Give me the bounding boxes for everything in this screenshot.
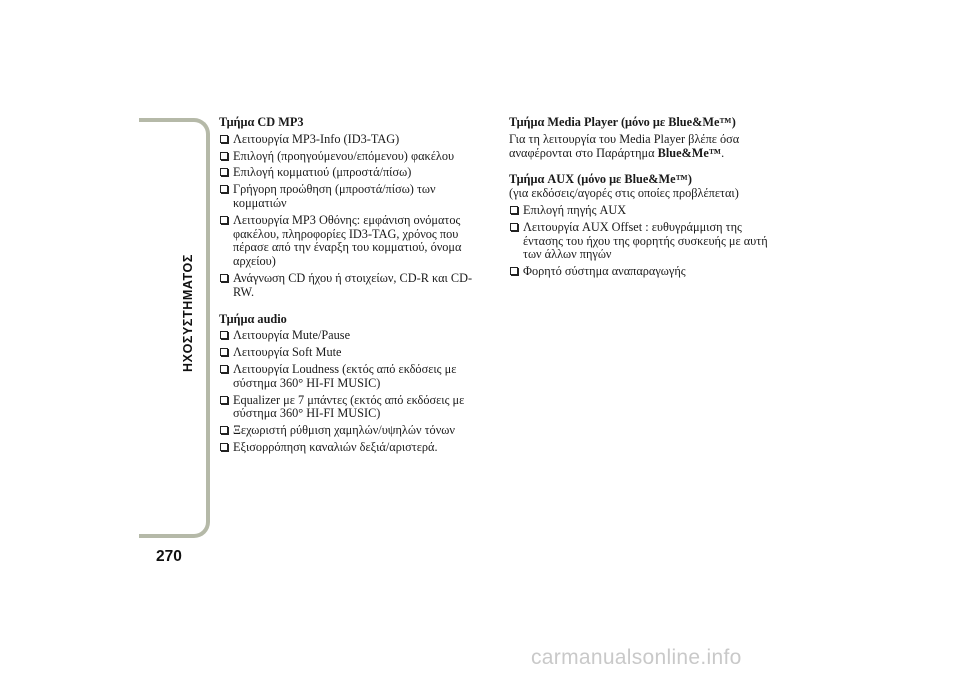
audio-section xyxy=(219,313,479,455)
list-item: Λειτουργία MP3 Οθόνης: εμφάνιση ονόματος φακέλου, πληροφορίες ID3-TAG, χρόνος που πέρασε από την έναρξη του κομματιού, όνομα αρχείου) xyxy=(219,214,479,269)
cd-mp3-heading: Τμήμα CD MP3 xyxy=(219,115,304,129)
list-item: Επιλογή κομματιού (μπροστά/πίσω) xyxy=(219,166,479,180)
list-item: Εξισορρόπηση καναλιών δεξιά/αριστερά. xyxy=(219,441,479,455)
page-number: 270 xyxy=(156,548,182,565)
list-item: Επιλογή πηγής AUX xyxy=(509,204,771,218)
aux-heading: Τμήμα AUX (μόνο με Blue&Me™) xyxy=(509,172,692,187)
aux-subtitle: (για εκδόσεις/αγορές στις οποίες προβλέπεται) xyxy=(509,186,739,201)
media-player-text-bold: Blue&Me™ xyxy=(657,145,722,160)
list-item: Ξεχωριστή ρύθμιση χαμηλών/υψηλών τόνων xyxy=(219,424,479,438)
list-item: Λειτουργία Soft Mute xyxy=(219,346,479,360)
media-player-text-main: Για τη λειτουργία του Media Player βλέπε όσα αναφέρονται στο Παράρτημα xyxy=(509,131,740,160)
list-item: Επιλογή (προηγούμενου/επόμενου) φακέλου xyxy=(219,150,479,164)
side-title: ΗΧΟΣΥΣΤΗΜΑΤΟΣ xyxy=(181,254,195,372)
aux-list xyxy=(509,204,771,279)
right-column xyxy=(509,116,771,292)
media-player-section xyxy=(509,116,771,160)
list-item: Φορητό σύστημα αναπαραγωγής xyxy=(509,265,771,279)
cd-mp3-section xyxy=(219,116,479,300)
aux-section xyxy=(509,173,771,279)
list-item: Λειτουργία Mute/Pause xyxy=(219,329,479,343)
left-column xyxy=(219,116,479,468)
list-item: Γρήγορη προώθηση (μπροστά/πίσω) των κομματιών xyxy=(219,183,479,211)
list-item: Λειτουργία AUX Offset : ευθυγράμμιση της έντασης του ήχου της φορητής συσκευής με αυτή των άλλων πηγών xyxy=(509,221,771,262)
watermark: carmanualsonline.info xyxy=(531,646,742,669)
list-item: Equalizer με 7 μπάντες (εκτός από εκδόσεις με σύστημα 360° HI-FI MUSIC) xyxy=(219,394,479,422)
media-player-text-end: . xyxy=(721,145,725,160)
audio-list xyxy=(219,329,479,454)
media-player-heading: Τμήμα Media Player (μόνο με Blue&Me™) xyxy=(509,115,736,129)
audio-heading: Τμήμα audio xyxy=(219,311,287,326)
list-item: Λειτουργία Loudness (εκτός από εκδόσεις με σύστημα 360° HI-FI MUSIC) xyxy=(219,363,479,391)
page-frame xyxy=(139,118,210,538)
list-item: Λειτουργία MP3-Info (ID3-TAG) xyxy=(219,133,479,147)
list-item: Ανάγνωση CD ήχου ή στοιχείων, CD-R και CD-RW. xyxy=(219,272,479,300)
media-player-text xyxy=(509,133,771,161)
cd-mp3-list xyxy=(219,133,479,300)
